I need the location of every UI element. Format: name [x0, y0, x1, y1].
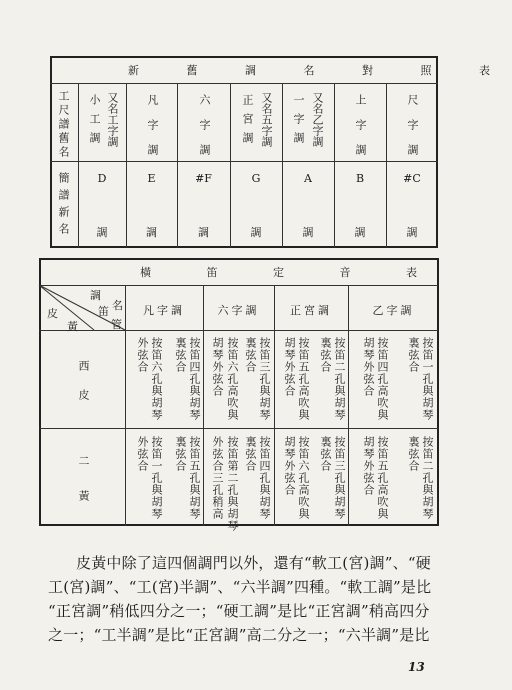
table2-rule [348, 285, 349, 526]
new-name-sub-col4: 調 [250, 226, 262, 239]
xipi-zhenggong-text-c: 按笛五孔高吹與 [297, 337, 310, 421]
table2-rule [39, 428, 439, 429]
xipi-zhenggong-text-d: 胡琴外弦合 [283, 337, 296, 397]
table2-rule [203, 285, 204, 526]
corner-label-di: 笛 [98, 305, 109, 318]
new-name-sub-col7: 調 [406, 226, 418, 239]
new-name-sub-col5: 調 [302, 226, 314, 239]
xipi-yizi-text-d: 胡琴外弦合 [362, 337, 375, 397]
erhuang-zhenggong-text-a: 按笛三孔與胡琴 [333, 436, 346, 520]
old-name-col5: 一字調 [292, 94, 305, 151]
new-name-col2: E [147, 172, 156, 185]
xipi-fanzi-text-b: 裏弦合 [174, 337, 187, 373]
erhuang-zhenggong-text-d: 胡琴外弦合 [283, 436, 296, 496]
xipi-fanzi-text-a: 按笛四孔與胡琴 [188, 337, 201, 421]
new-name-sub-col1: 調 [96, 226, 108, 239]
xipi-yizi-text-c: 按笛四孔高吹與 [376, 337, 389, 421]
old-name-col3: 六字調 [198, 94, 211, 169]
xipi-fanzi-text-d: 外弦合 [136, 337, 149, 373]
body-paragraph-line-3: “正宮調”稍低四分之一；“硬工調”是比“正宮調”稍高四分 [48, 602, 430, 620]
new-name-col4: G [251, 172, 261, 185]
erhuang-liuzi-text-c: 按笛第二孔與胡琴 [226, 436, 239, 532]
corner-label-ming: 名 [112, 299, 123, 312]
table1-rule [50, 161, 438, 162]
xipi-zhenggong-text-b: 裏弦合 [319, 337, 332, 373]
row-xipi: 西皮 [77, 360, 90, 418]
table1-rule [50, 83, 438, 84]
erhuang-fanzi-text-b: 裏弦合 [174, 436, 187, 472]
old-name-alt-col4: 又名五字調 [260, 92, 273, 147]
row-erhuang: 二黃 [77, 455, 90, 525]
xipi-liuzi-text-b: 裏弦合 [244, 337, 257, 373]
old-name-alt-col1: 又名工字調 [106, 92, 119, 147]
erhuang-yizi-text-d: 胡琴外弦合 [362, 436, 375, 496]
table1-title: 新 舊 調 名 對 照 表 [128, 64, 512, 77]
table2-rule [125, 285, 126, 526]
erhuang-zhenggong-text-b: 裏弦合 [319, 436, 332, 472]
old-name-col7: 尺字調 [406, 94, 419, 169]
old-name-alt-col5: 又名乙字調 [311, 92, 324, 147]
body-paragraph-line-1: 皮黃中除了這四個調門以外，還有“軟工(宮)調”、“硬 [76, 554, 431, 572]
old-name-col1: 小工調 [88, 94, 101, 151]
page-number: 13 [408, 660, 425, 674]
new-name-sub-col2: 調 [146, 226, 157, 239]
new-name-col7: #C [403, 172, 421, 185]
xipi-liuzi-text-d: 胡琴外弦合 [211, 337, 224, 397]
erhuang-fanzi-text-a: 按笛五孔與胡琴 [188, 436, 201, 520]
body-paragraph-line-4: 之一；“工半調”是比“正宮調”高二分之一；“六半調”是比 [48, 626, 430, 644]
old-name-col6: 上字調 [354, 94, 367, 169]
xipi-liuzi-text-a: 按笛三孔與胡琴 [258, 337, 271, 421]
erhuang-liuzi-text-b: 裏弦合 [244, 436, 257, 472]
xipi-yizi-text-a: 按笛一孔與胡琴 [421, 337, 434, 421]
erhuang-liuzi-text-d: 外弦合三孔稍高 [211, 436, 224, 520]
xipi-zhenggong-text-a: 按笛二孔與胡琴 [333, 337, 346, 421]
erhuang-yizi-text-c: 按笛五孔高吹與 [376, 436, 389, 520]
corner-label-pi: 皮 [47, 307, 58, 320]
table2-title: 橫 笛 定 音 表 [140, 266, 443, 279]
new-name-sub-col3: 調 [198, 226, 209, 239]
column-zhenggong-diao: 正宮調 [290, 304, 332, 317]
erhuang-zhenggong-text-c: 按笛六孔高吹與 [297, 436, 310, 520]
corner-label-diao: 調 [90, 289, 101, 302]
column-liuzi-diao: 六字調 [217, 304, 260, 317]
erhuang-fanzi-text-d: 外弦合 [136, 436, 149, 472]
new-name-col5: A [304, 172, 312, 185]
new-name-sub-col6: 調 [354, 226, 366, 239]
row-header-new-name: 簡譜新名 [57, 172, 70, 240]
table2-rule [39, 330, 439, 331]
xipi-fanzi-text-c: 按笛六孔與胡琴 [150, 337, 163, 421]
old-name-col2: 凡字調 [146, 94, 159, 169]
column-yizi-diao: 乙字調 [372, 304, 415, 317]
corner-label-guan: 管 [111, 318, 122, 331]
old-new-key-names-table [50, 56, 438, 248]
erhuang-yizi-text-b: 裏弦合 [407, 436, 420, 472]
erhuang-liuzi-text-a: 按笛四孔與胡琴 [258, 436, 271, 520]
corner-label-huang: 黃 [67, 320, 78, 333]
column-fanzi-diao: 凡字調 [143, 304, 185, 317]
erhuang-yizi-text-a: 按笛二孔與胡琴 [421, 436, 434, 520]
body-paragraph-line-2: 工(宮)調”、“工(宮)半調”、“六半調”四種。“軟工調”是比 [48, 578, 432, 596]
new-name-col6: B [355, 172, 365, 185]
new-name-col1: D [97, 172, 107, 185]
row-header-old-name: 工尺譜舊名 [57, 90, 70, 160]
table2-rule [274, 285, 275, 526]
erhuang-fanzi-text-c: 按笛一孔與胡琴 [150, 436, 163, 520]
xipi-liuzi-text-c: 按笛六孔高吹與 [226, 337, 239, 421]
new-name-col3: #F [195, 172, 212, 185]
xipi-yizi-text-b: 裏弦合 [407, 337, 420, 373]
old-name-col4: 正宮調 [241, 94, 254, 151]
